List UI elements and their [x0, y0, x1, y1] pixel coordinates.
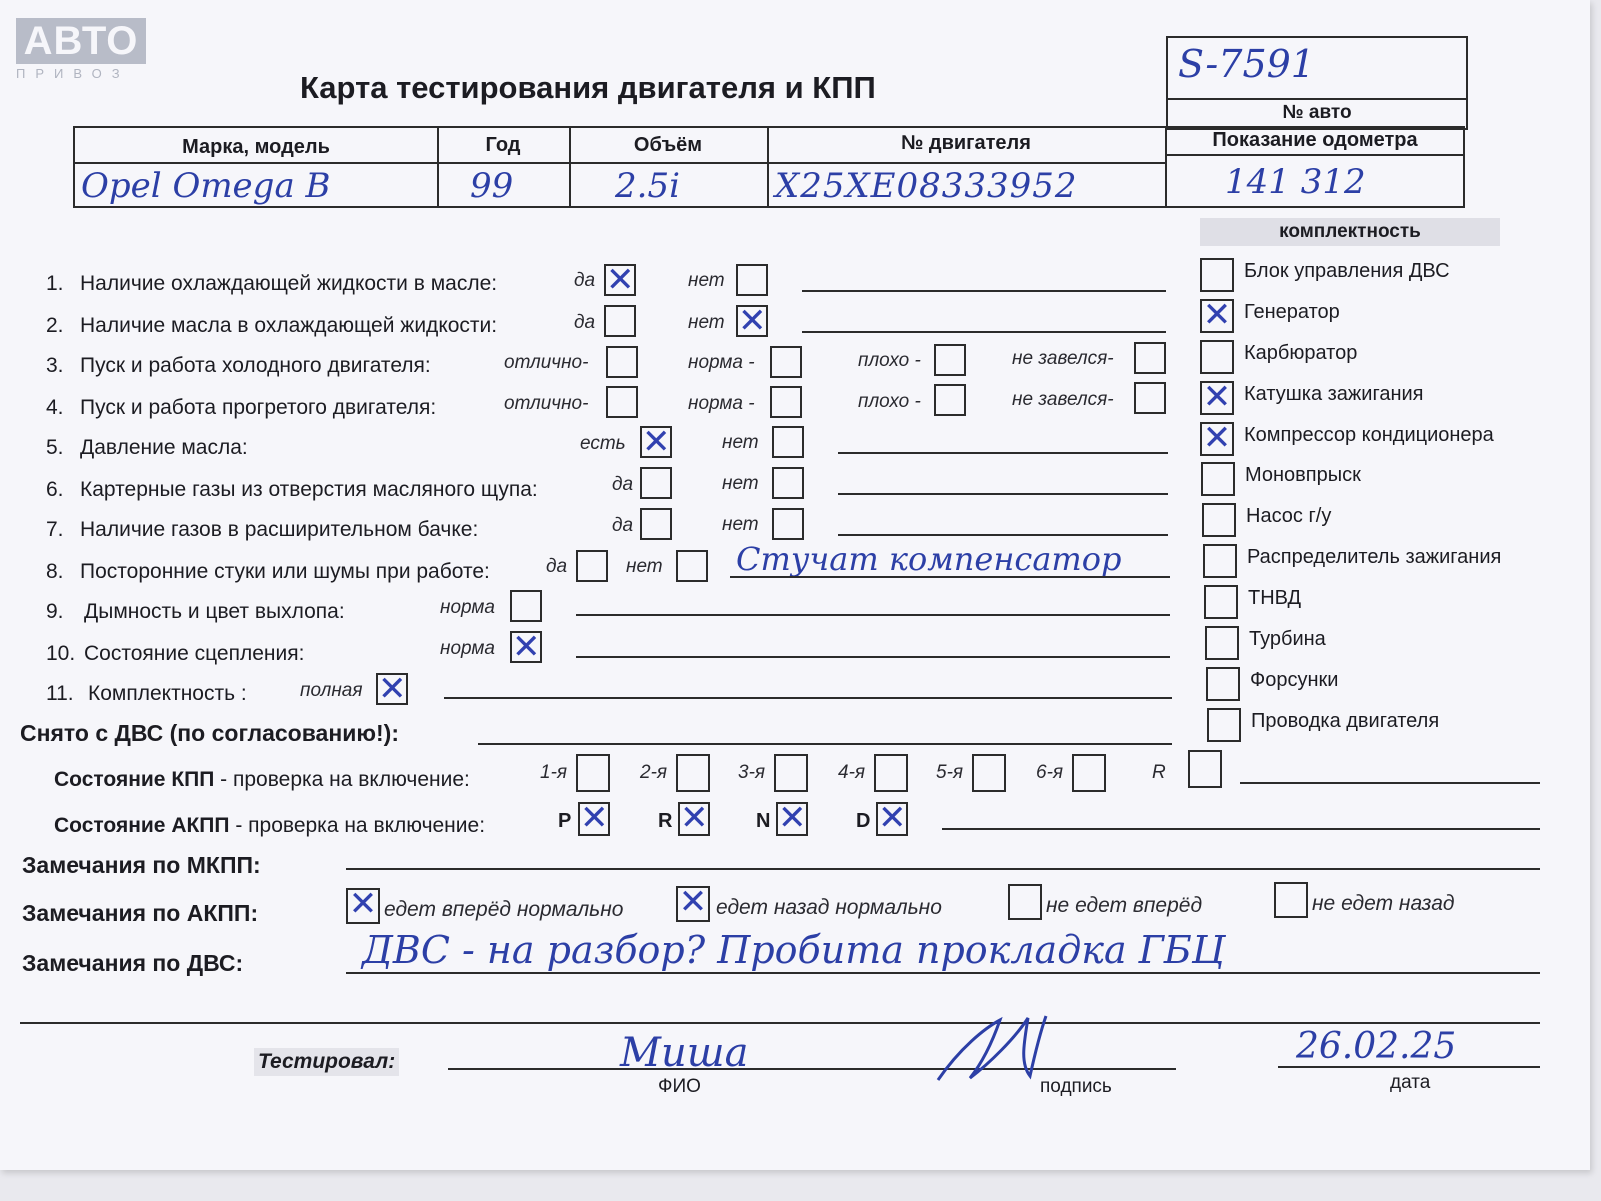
- q4-no-start-checkbox[interactable]: [1134, 382, 1166, 414]
- odometer-value: 141 312: [1225, 162, 1366, 202]
- q2-number: 2.: [46, 314, 64, 337]
- kpp-state-title: Состояние КПП: [54, 768, 215, 791]
- q3-option-excellent: отлично-: [504, 352, 589, 373]
- q7-option-yes: да: [612, 515, 634, 536]
- q6-text: Картерные газы из отверстия масляного щупа:: [80, 478, 538, 501]
- check-mark-icon: ✕: [1202, 377, 1232, 417]
- kit-item-label: Блок управления ДВС: [1244, 260, 1450, 282]
- kpp-gear-checkbox[interactable]: [972, 754, 1006, 792]
- q8-number: 8.: [46, 560, 64, 583]
- q10-option-normal: норма: [440, 638, 495, 659]
- q4-text: Пуск и работа прогретого двигателя:: [80, 396, 437, 419]
- akpp-no-backward-checkbox[interactable]: [1274, 882, 1308, 918]
- kpp-gear-checkbox[interactable]: [774, 754, 808, 792]
- q2-no-checkbox[interactable]: ✕: [738, 301, 767, 341]
- q2-option-no: нет: [688, 312, 725, 333]
- date-caption: дата: [1390, 1072, 1431, 1093]
- kpp-gear-label: 1-я: [540, 762, 568, 783]
- kit-item-checkbox[interactable]: [1200, 258, 1234, 292]
- check-mark-icon: ✕: [680, 798, 709, 838]
- odometer-header: Показание одометра: [1212, 129, 1418, 151]
- akpp-gear-checkbox[interactable]: [578, 798, 610, 838]
- kit-item-checkbox[interactable]: [1205, 626, 1239, 660]
- engine-number-value: X25XE08333952: [775, 166, 1078, 206]
- q6-option-no: нет: [722, 473, 759, 494]
- kit-item-label: Моновпрыск: [1245, 464, 1361, 486]
- dvs-remarks-label: Замечания по ДВС:: [22, 950, 244, 976]
- kit-item-label: Генератор: [1244, 301, 1340, 323]
- kit-item-checkbox[interactable]: [1204, 585, 1238, 619]
- kit-item-checkbox[interactable]: [1200, 418, 1234, 458]
- q8-option-no: нет: [626, 556, 663, 577]
- q9-option-normal: норма: [440, 597, 495, 618]
- akpp-backward-ok-checkbox[interactable]: ✕: [676, 886, 710, 922]
- q4-normal-checkbox[interactable]: [770, 386, 802, 418]
- q6-yes-checkbox[interactable]: [640, 467, 672, 499]
- auto-number-label: № авто: [1282, 102, 1352, 123]
- q4-option-no-start: не завелся-: [1012, 389, 1114, 410]
- q9-normal-checkbox[interactable]: [510, 590, 542, 622]
- q10-normal-checkbox[interactable]: ✕: [512, 627, 541, 667]
- akpp-gear-checkbox[interactable]: [876, 798, 908, 838]
- test-date-value: 26.02.25: [1296, 1026, 1457, 1067]
- akpp-no-backward-label: не едет назад: [1312, 892, 1455, 915]
- q4-option-bad: плохо -: [858, 391, 921, 412]
- q5-text: Давление масла:: [80, 436, 248, 459]
- kit-item-checkbox[interactable]: [1203, 544, 1237, 578]
- tester-name-value: Миша: [620, 1030, 749, 1076]
- akpp-forward-ok-label: едет вперёд нормально: [384, 898, 624, 921]
- auto-number-value: S-7591: [1178, 42, 1315, 86]
- q6-number: 6.: [46, 478, 64, 501]
- q7-option-no: нет: [722, 514, 759, 535]
- q5-option-yes: есть: [580, 433, 626, 454]
- q2-option-yes: да: [574, 312, 596, 333]
- kit-title: комплектность: [1200, 218, 1500, 246]
- logo-subtitle: ПРИВОЗ: [16, 66, 130, 81]
- akpp-state-suffix: - проверка на включение:: [229, 814, 486, 837]
- q11-text: Комплектность :: [88, 682, 247, 705]
- page-title: Карта тестирования двигателя и КПП: [300, 70, 876, 105]
- kpp-gear-checkbox[interactable]: [1072, 754, 1106, 792]
- brand-model-header: Марка, модель: [182, 136, 330, 158]
- check-mark-icon: ✕: [778, 798, 807, 838]
- kpp-gear-label: 2-я: [640, 762, 668, 783]
- q7-text: Наличие газов в расширительном бачке:: [80, 518, 479, 541]
- q8-no-checkbox[interactable]: [676, 550, 708, 582]
- q1-option-no: нет: [688, 270, 725, 291]
- q6-option-yes: да: [612, 474, 634, 495]
- kit-item-checkbox[interactable]: [1207, 708, 1241, 742]
- akpp-gear-label: P: [558, 810, 572, 832]
- q3-no-start-checkbox[interactable]: [1134, 342, 1166, 374]
- q1-text: Наличие охлаждающей жидкости в масле:: [80, 272, 498, 295]
- volume-header: Объём: [633, 134, 703, 156]
- q9-number: 9.: [46, 600, 64, 623]
- kit-item-label: Проводка двигателя: [1251, 710, 1440, 732]
- akpp-gear-label: N: [756, 810, 771, 832]
- q10-number: 10.: [46, 642, 76, 665]
- q3-text: Пуск и работа холодного двигателя:: [80, 354, 431, 377]
- akpp-remarks-label: Замечания по АКПП:: [22, 900, 259, 926]
- q8-handwritten-note: Стучат компенсатор: [736, 540, 1122, 578]
- kit-item-checkbox[interactable]: [1202, 503, 1236, 537]
- kit-item-checkbox[interactable]: [1206, 667, 1240, 701]
- q3-excellent-checkbox[interactable]: [606, 346, 638, 378]
- check-mark-icon: ✕: [580, 798, 609, 838]
- akpp-gear-label: D: [856, 810, 871, 832]
- kit-item-label: Карбюратор: [1244, 342, 1358, 364]
- q1-number: 1.: [46, 272, 64, 295]
- brand-model-value: Opel Omega B: [81, 166, 331, 206]
- auto-number-box: [1166, 36, 1468, 130]
- q4-number: 4.: [46, 396, 64, 419]
- akpp-no-forward-checkbox[interactable]: [1008, 884, 1042, 920]
- q4-option-normal: норма -: [688, 393, 755, 414]
- q3-bad-checkbox[interactable]: [934, 344, 966, 376]
- q8-yes-checkbox[interactable]: [576, 550, 608, 582]
- q3-option-normal: норма -: [688, 352, 755, 373]
- name-caption: ФИО: [658, 1076, 701, 1097]
- kit-item-checkbox[interactable]: [1201, 462, 1235, 496]
- q7-yes-checkbox[interactable]: [640, 508, 672, 540]
- kit-item-checkbox[interactable]: [1200, 340, 1234, 374]
- kpp-gear-label: 6-я: [1036, 762, 1064, 783]
- vehicle-header-table: [73, 126, 1465, 208]
- q10-text: Состояние сцепления:: [84, 642, 305, 665]
- q1-yes-checkbox[interactable]: ✕: [606, 260, 635, 300]
- kpp-gear-label: R: [1152, 762, 1166, 783]
- tested-by-label: Тестировал:: [254, 1048, 399, 1076]
- q4-bad-checkbox[interactable]: [934, 384, 966, 416]
- kpp-gear-checkbox[interactable]: [676, 754, 710, 792]
- year-header: Год: [485, 134, 521, 156]
- akpp-backward-ok-label: едет назад нормально: [716, 896, 942, 919]
- mkpp-remarks-label: Замечания по МКПП:: [22, 852, 261, 878]
- kpp-gear-checkbox[interactable]: [1188, 750, 1222, 788]
- check-mark-icon: ✕: [878, 798, 907, 838]
- q11-number: 11.: [46, 682, 74, 705]
- akpp-gear-checkbox[interactable]: [776, 798, 808, 838]
- q5-yes-checkbox[interactable]: ✕: [642, 422, 671, 462]
- q11-full-checkbox[interactable]: ✕: [378, 669, 407, 709]
- signature-caption: подпись: [1040, 1076, 1112, 1097]
- q2-yes-checkbox[interactable]: [604, 305, 636, 337]
- kpp-gear-label: 3-я: [738, 762, 766, 783]
- q11-option-full: полная: [300, 680, 363, 701]
- akpp-no-forward-label: не едет вперёд: [1046, 894, 1203, 917]
- avto-privoz-logo: АВТО: [16, 18, 146, 64]
- q3-option-bad: плохо -: [858, 350, 921, 371]
- check-mark-icon: ✕: [1202, 418, 1232, 458]
- akpp-state-label: [54, 814, 485, 838]
- kit-item-label: Турбина: [1249, 628, 1326, 650]
- removed-from-engine-label: Снято с ДВС (по согласованию!):: [20, 720, 399, 746]
- q5-no-checkbox[interactable]: [772, 426, 804, 458]
- q8-option-yes: да: [546, 556, 568, 577]
- q1-no-checkbox[interactable]: [736, 264, 768, 296]
- kpp-gear-checkbox[interactable]: [874, 754, 908, 792]
- q1-option-yes: да: [574, 270, 596, 291]
- q3-normal-checkbox[interactable]: [770, 346, 802, 378]
- akpp-state-title: Состояние АКПП: [54, 814, 230, 837]
- engine-number-header: № двигателя: [901, 132, 1031, 154]
- dvs-remarks-handwritten: ДВС - на разбор? Пробита прокладка ГБЦ: [362, 928, 1225, 972]
- kit-item-label: Форсунки: [1250, 669, 1339, 691]
- kit-item-label: Распределитель зажигания: [1247, 546, 1502, 568]
- q5-number: 5.: [46, 436, 64, 459]
- check-mark-icon: ✕: [1202, 295, 1232, 335]
- kpp-state-label: [54, 768, 470, 792]
- kit-item-checkbox[interactable]: [1200, 295, 1234, 335]
- q4-excellent-checkbox[interactable]: [606, 386, 638, 418]
- q9-text: Дымность и цвет выхлопа:: [84, 600, 345, 623]
- q7-number: 7.: [46, 518, 64, 541]
- akpp-forward-ok-checkbox[interactable]: ✕: [346, 888, 380, 924]
- q3-number: 3.: [46, 354, 64, 377]
- q3-option-no-start: не завелся-: [1012, 348, 1114, 369]
- akpp-gear-checkbox[interactable]: [678, 798, 710, 838]
- akpp-gear-label: R: [658, 810, 673, 832]
- q6-no-checkbox[interactable]: [772, 467, 804, 499]
- volume-value: 2.5i: [615, 166, 680, 206]
- year-value: 99: [470, 166, 514, 206]
- q7-no-checkbox[interactable]: [772, 508, 804, 540]
- kpp-state-suffix: - проверка на включение:: [214, 768, 470, 791]
- kpp-gear-label: 4-я: [838, 762, 866, 783]
- q2-text: Наличие масла в охлаждающей жидкости:: [80, 314, 498, 337]
- kpp-gear-checkbox[interactable]: [576, 754, 610, 792]
- kit-item-label: Компрессор кондиционера: [1244, 424, 1494, 446]
- kit-item-label: Насос г/у: [1246, 505, 1332, 527]
- kpp-gear-label: 5-я: [936, 762, 964, 783]
- kit-item-label: Катушка зажигания: [1244, 383, 1424, 405]
- q5-option-no: нет: [722, 432, 759, 453]
- q8-text: Посторонние стуки или шумы при работе:: [80, 560, 490, 583]
- q4-option-excellent: отлично-: [504, 393, 589, 414]
- kit-item-label: ТНВД: [1248, 587, 1302, 609]
- kit-item-checkbox[interactable]: [1200, 377, 1234, 417]
